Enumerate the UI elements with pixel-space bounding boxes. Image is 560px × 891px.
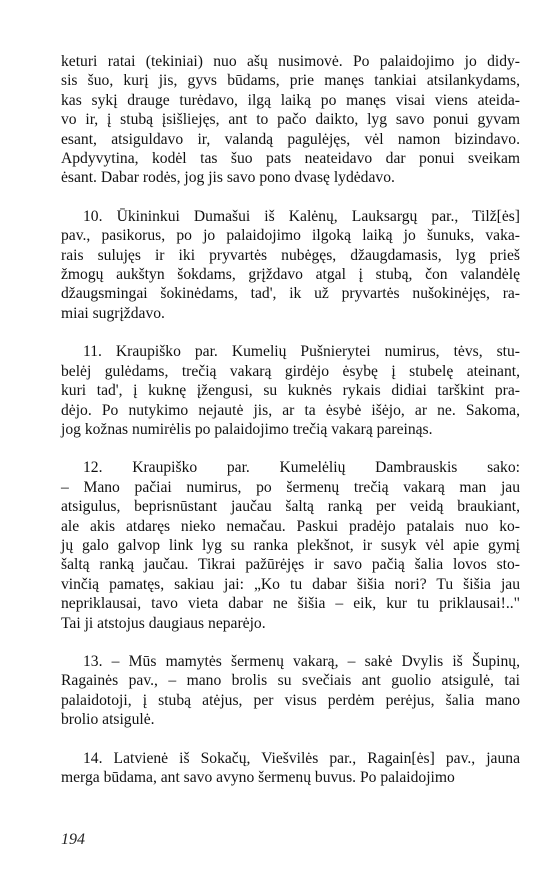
text-line: Ragainės pav., – mano brolis su svečiais ant guolio atsigulė, tai [61,672,520,690]
paragraph [61,52,520,188]
text-line: pav., pasikorus, po jo palaidojimo ilgoką laiką jo šunuks, vaka- [61,227,520,245]
paragraph [61,458,520,633]
text-line: merga būdama, ant savo avyno šermenų buvus. Po palaidojimo [61,769,455,786]
text-line: ale akis atdaręs nieko nemačau. Paskui pradėjo patalais nuo ko- [61,517,520,535]
text-line: miai sugrįždavo. [61,304,165,322]
text-line: esant, atsiguldavo ir, valandą pagulėjęs, vėl namon bizindavo. [61,130,520,148]
text-line: kuri tad', į kuknę įžengusi, su kuknės rykais didiai tarškint pra- [61,382,520,400]
paragraph [61,749,520,788]
text-line: keturi ratai (tekiniai) nuo ašų nusimovė. Po palaidojimo jo didy- [61,53,520,70]
text-line: Apdyvytina, kodėl tas šuo pats neateidavo dar ponui sveikam [61,150,520,168]
text-line: kas sykį drauge turėdavo, ilgą laiką po manęs visai viens ateida- [61,91,520,109]
text-line: belėj gulėdams, trečią vakarą girdėjo ėsybę į stubelę ateinant, [61,362,520,380]
text-line: nepriklausai, tavo vieta dabar ne šišia – eik, kur tu priklausai!.." [61,595,520,613]
text-line: 10. Ūkininkui Dumašui iš Kalėnų, Lauksargų par., Tilž[ės] [83,207,520,225]
text-line: 13. – Mūs mamytės šermenų vakarą, – sakė Dvylis iš Šupinų, [83,652,520,670]
text-line: palaidotoji, į stubą atėjus, per visus perdėm perėjus, šalia mano [61,691,520,709]
text-line: vinčią pamatęs, sakiau jai: „Ko tu dabar šišia nori? Tu šišia jau [61,575,520,593]
text-line: jų galo galvop link lyg su ranka plekšnot, ir susyk vėl apie gymį [61,536,520,554]
text-body [61,52,520,787]
text-line: 14. Latvienė iš Sokačų, Viešvilės par., Ragain[ės] pav., jauna [83,749,520,767]
paragraph [61,342,520,439]
text-line: sis šuo, kurį jis, gyvs būdams, prie manęs tankiai atsilankydams, [61,72,520,90]
text-line: vo ir, į stubą įsišliejęs, ant to pačo daikto, lyg savo ponui gyvam [61,111,520,129]
text-line: džaugsmingai šokinėdams, tad', ik už pryvartės nušokinėjęs, ra- [61,285,520,303]
text-line: rais sulujęs ir iki pryvartės nubėgęs, džaugdamasis, lyg prieš [61,246,520,264]
page-number: 194 [61,831,85,848]
text-line: Tai ji atstojus daugiaus neparėjo. [61,614,266,632]
text-line: šaltą ranką jaučau. Tikrai pažūrėjęs ir savo pačią šalia lovos sto- [61,556,520,574]
text-line: brolio atsigulė. [61,711,155,729]
text-line: jog kožnas numirėlis po palaidojimo trečią vakarą pareinąs. [61,420,433,438]
text-line: – Mano pačiai numirus, po šermenų trečią vakarą man jau [61,478,520,496]
paragraph [61,652,520,730]
text-line: žmogų aukštyn šokdams, grįždavo atgal į stubą, čon valandėlę [61,266,520,284]
paragraph [61,207,520,323]
text-line: dėjo. Po nutykimo nejautė jis, ar ta ėsybė išėjo, ar ne. Sakoma, [61,401,520,419]
text-line: atsigulus, beprisnūstant jaučau šaltą ranką per veidą braukiant, [61,498,520,516]
text-line: ėsant. Dabar rodės, jog jis savo pono dvasę lydėdavo. [61,169,395,187]
text-line: 12. Kraupiško par. Kumelėlių Dambrauskis sako: [83,459,520,477]
text-line: 11. Kraupiško par. Kumelių Pušnierytei numirus, tėvs, stu- [83,343,520,361]
